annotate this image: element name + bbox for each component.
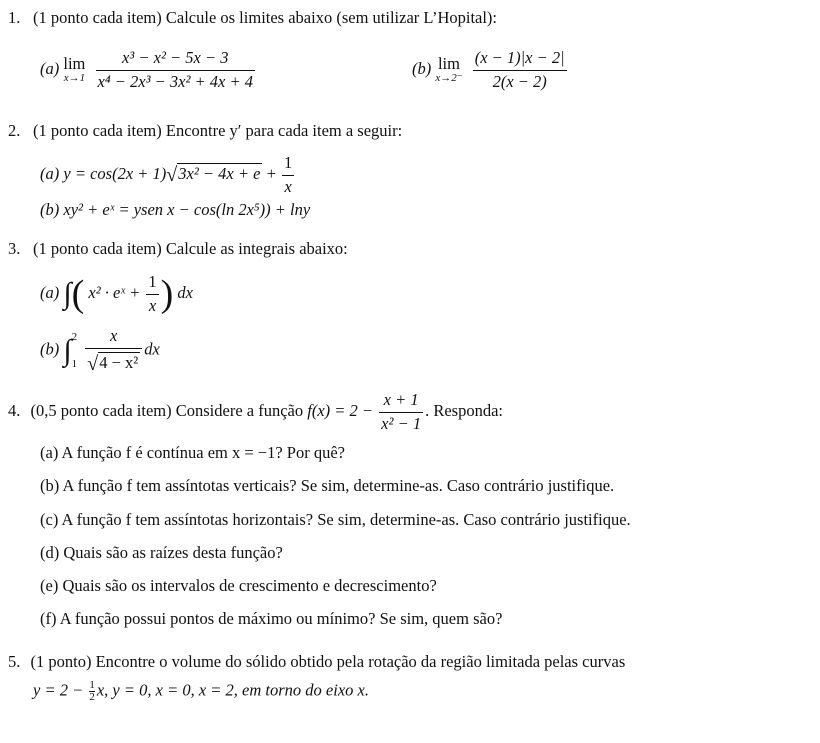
q4-func-lhs: f(x) = 2 − (307, 400, 374, 420)
right-paren-icon: ) (160, 273, 174, 315)
q4-number: 4. (8, 400, 21, 420)
sqrt-icon: √ (166, 163, 178, 186)
q1b-denominator: 2(x − 2) (473, 70, 567, 91)
q4-header-pre: (0,5 ponto cada item) Considere a função (30, 400, 304, 420)
q4-item-text: Quais são os intervalos de crescimento e decrescimento? (62, 576, 437, 595)
q1a-lim-word: lim (63, 53, 86, 73)
q2b (40, 202, 310, 219)
q4-item-label: (e) (40, 576, 59, 595)
q2a (40, 155, 296, 195)
q4-item-f (40, 611, 502, 628)
q4-fraction (379, 392, 423, 432)
q3-number: 3. (8, 239, 21, 258)
q1-header: (1 ponto cada item) Calcule os limites abaixo (sem utilizar L’Hopital): (33, 8, 498, 27)
q1a-label: (a) (40, 58, 60, 78)
q4-item-label: (f) (40, 609, 57, 628)
sqrt-icon: √ (87, 352, 99, 375)
q2a-fraction (282, 155, 294, 195)
q1b-label: (b) (412, 58, 432, 78)
q4-item-label: (a) (40, 443, 59, 462)
q4-frac-den: x² − 1 (381, 413, 422, 433)
q3b-bounds (72, 331, 78, 371)
q3a-label: (a) (40, 282, 60, 302)
q2a-plus: + (266, 163, 276, 183)
q3a-fraction (146, 274, 158, 314)
q1a-denominator: x⁴ − 2x³ − 3x² + 4x + 4 (97, 71, 253, 91)
q4-line (8, 392, 503, 432)
q2a-sqrt (166, 163, 262, 185)
q2a-radicand: 3x² − 4x + e (178, 163, 261, 183)
q2a-label: (a) (40, 163, 60, 183)
q2-number: 2. (8, 121, 21, 140)
q5-line2-post: x, y = 0, x = 0, x = 2, em torno do eixo x. (96, 680, 369, 700)
q4-item-d (40, 545, 283, 562)
q3b-dx: dx (144, 339, 160, 359)
q4-item-label: (d) (40, 543, 60, 562)
q3a (40, 274, 193, 314)
q4-item-c (40, 512, 631, 529)
q3b-frac-den (85, 348, 142, 374)
left-paren-icon: ( (71, 273, 85, 315)
q3b-radicand: 4 − x² (99, 352, 139, 372)
q5-half-den: 2 (89, 691, 95, 703)
q5-line1 (8, 654, 625, 671)
q3a-frac-num: 1 (148, 272, 157, 291)
q3a-frac-den: x (146, 294, 158, 315)
q1b (412, 50, 569, 90)
q4-header-post: . Responda: (425, 400, 503, 420)
q4-item-b (40, 478, 614, 495)
q3b-label: (b) (40, 339, 60, 359)
q4-item-a (40, 445, 345, 462)
q2-header: (1 ponto cada item) Encontre y′ para cada item a seguir: (33, 121, 403, 140)
q4-item-text: A função possui pontos de máximo ou mínimo? Se sim, quem são? (59, 609, 503, 628)
q5-half (89, 680, 95, 703)
q1a-lim (63, 53, 86, 85)
q5-text: (1 ponto) Encontre o volume do sólido obtido pela rotação da região limitada pelas curvas (30, 652, 626, 671)
q4-item-label: (c) (40, 510, 59, 529)
q4-item-text: A função f tem assíntotas horizontais? Se sim, determine-as. Caso contrário justifique. (61, 510, 631, 529)
q1b-lim-under: x→2⁻ (435, 72, 463, 85)
q5-number: 5. (8, 652, 21, 671)
q3-header: (1 ponto cada item) Calcule as integrais abaixo: (33, 239, 348, 258)
q3a-integrand: x² · eˣ + (88, 282, 141, 302)
q4-item-text: A função f é contínua em x = −1? Por quê? (61, 443, 345, 462)
q1-number: 1. (8, 8, 21, 27)
q1a (40, 50, 257, 90)
q3b (40, 328, 160, 374)
q5-line2-pre: y = 2 − (33, 680, 84, 700)
q1a-numerator: x³ − x² − 5x − 3 (121, 48, 229, 67)
q2b-label: (b) (40, 200, 60, 219)
q4-frac-num: x + 1 (383, 390, 419, 409)
q2b-expr: xy² + eˣ = ysen x − cos(ln 2x⁵)) + lny (63, 200, 311, 219)
q1a-fraction (96, 50, 255, 90)
integral-icon: ∫ (63, 277, 72, 310)
q1b-lim (435, 53, 463, 85)
q2a-prefix: y = cos(2x + 1) (63, 163, 167, 183)
q1b-lim-word: lim (437, 53, 460, 73)
q3b-upper: 2 (71, 330, 78, 343)
q2a-frac-den: x (282, 175, 294, 196)
q5-half-num: 1 (89, 679, 95, 691)
q4-item-e (40, 578, 437, 595)
q2a-frac-num: 1 (284, 153, 293, 172)
q4-item-label: (b) (40, 476, 60, 495)
q1b-fraction (473, 50, 567, 90)
q4-item-text: A função f tem assíntotas verticais? Se sim, determine-as. Caso contrário justifique. (62, 476, 615, 495)
q3b-frac-num: x (110, 326, 118, 345)
q1a-lim-under: x→1 (63, 72, 86, 85)
definite-integral-icon: ∫ (63, 333, 72, 367)
q3a-dx: dx (177, 282, 193, 302)
q1b-numerator: (x − 1)|x − 2| (474, 48, 565, 67)
q3b-fraction (85, 328, 142, 374)
q5-line2 (33, 680, 369, 703)
q4-item-text: Quais são as raízes desta função? (63, 543, 283, 562)
q3b-lower: 1 (71, 357, 78, 370)
